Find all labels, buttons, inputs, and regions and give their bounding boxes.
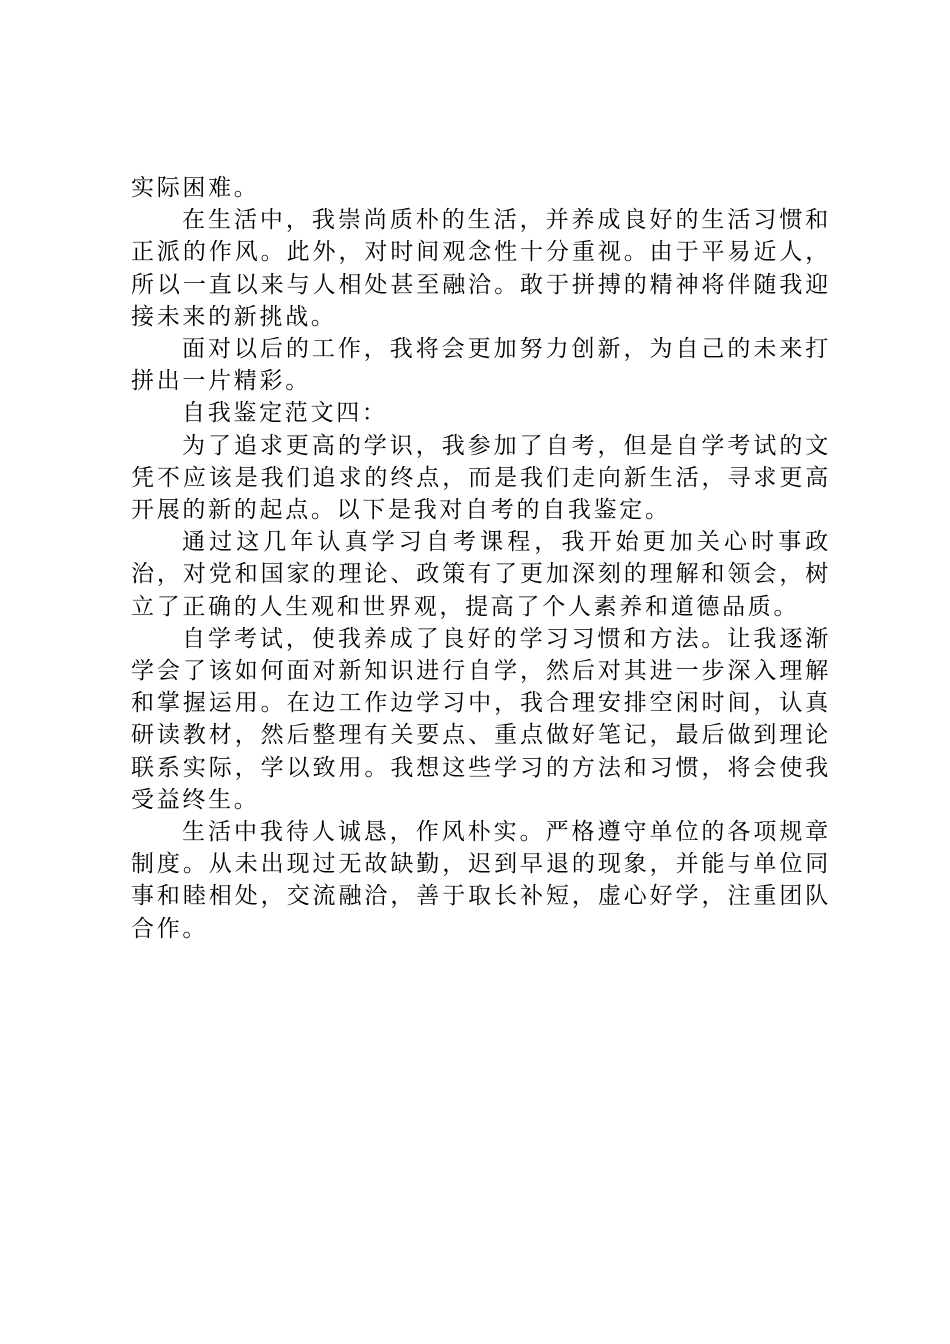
paragraph-2: 在生活中，我崇尚质朴的生活，并养成良好的生活习惯和正派的作风。此外，对时间观念性十分重视。由于平易近人，所以一直以来与人相处甚至融洽。敢于拼搏的精神将伴随我迎接未来的新挑战。 — [131, 207, 831, 330]
paragraph-5: 通过这几年认真学习自考课程，我开始更加关心时事政治，对党和国家的理论、政策有了更加深刻的理解和领会，树立了正确的人生观和世界观，提高了个人素养和道德品质。 — [131, 529, 831, 620]
paragraph-4: 为了追求更高的学识，我参加了自考，但是自学考试的文凭不应该是我们追求的终点，而是我们走向新生活，寻求更高开展的新的起点。以下是我对自考的自我鉴定。 — [131, 432, 831, 524]
paragraph-7: 生活中我待人诚恳，作风朴实。严格遵守单位的各项规章制度。从未出现过无故缺勤，迟到早退的现象，并能与单位同事和睦相处，交流融洽，善于取长补短，虚心好学，注重团队合作。 — [131, 819, 831, 942]
document-body — [131, 172, 831, 945]
paragraph-3: 面对以后的工作，我将会更加努力创新，为自己的未来打拼出一片精彩。 — [131, 336, 831, 395]
paragraph-1: 实际困难。 — [131, 175, 260, 201]
paragraph-6: 自学考试，使我养成了良好的学习习惯和方法。让我逐渐学会了该如何面对新知识进行自学，然后对其进一步深入理解和掌握运用。在边工作边学习中，我合理安排空闲时间，认真研读教材，然后整理有关要点、重点做好笔记，最后做到理论联系实际，学以致用。我想这些学习的方法和习惯，将会使我受益终生。 — [131, 625, 831, 813]
section-heading: 自我鉴定范文四： — [182, 400, 388, 427]
